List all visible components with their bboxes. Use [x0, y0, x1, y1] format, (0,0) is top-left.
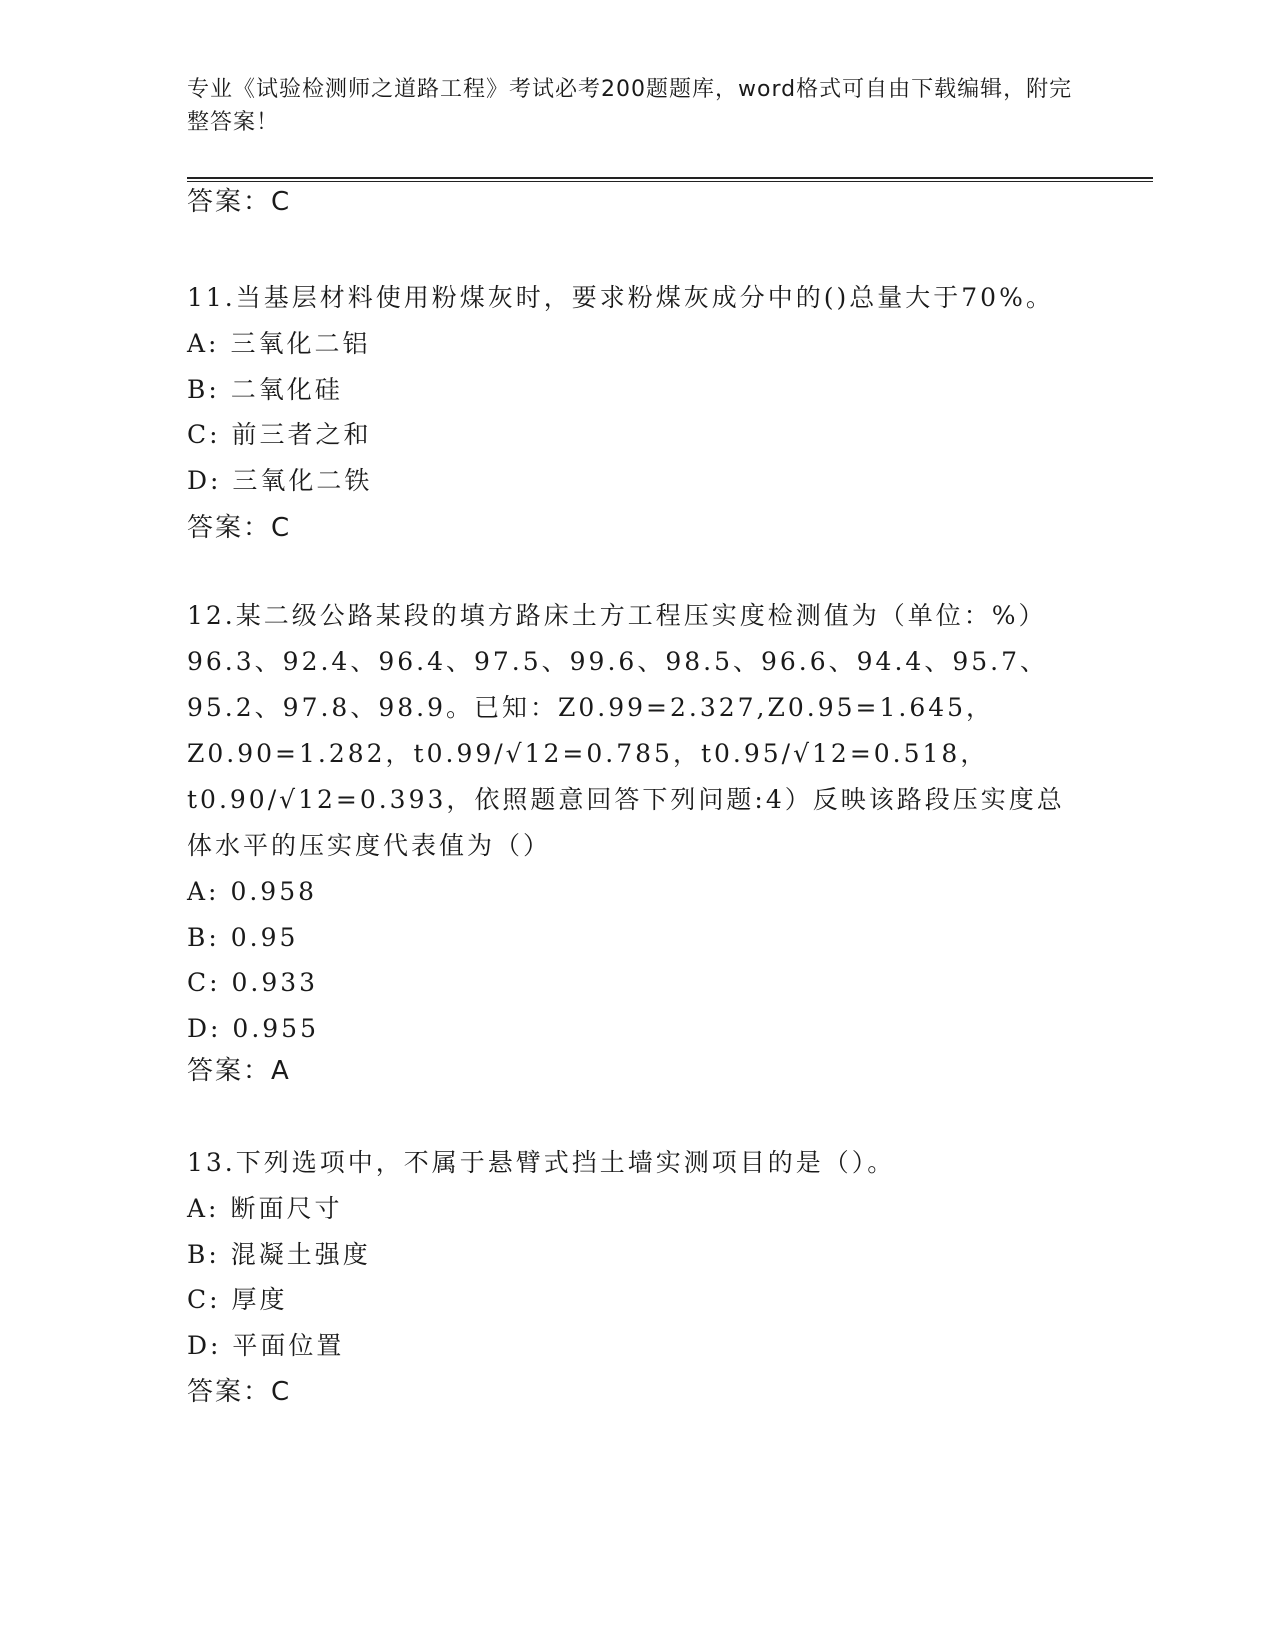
option-a [187, 321, 1067, 367]
question-12 [187, 593, 1067, 1051]
option-b [187, 915, 1067, 961]
question-number: 13. [187, 1148, 236, 1177]
option-text: 三氧化二铁 [232, 465, 373, 495]
option-key: C: [187, 1285, 221, 1314]
document-header [187, 73, 1077, 139]
option-text: 0.955 [232, 1013, 319, 1043]
answer-value: C [271, 187, 292, 217]
answer-value: A [271, 1056, 291, 1086]
option-a [187, 1186, 1067, 1232]
option-text: 0.95 [230, 922, 299, 952]
option-d [187, 458, 1067, 504]
option-b [187, 1232, 1067, 1278]
question-text: 某二级公路某段的填方路床土方工程压实度检测值为（单位：%）96.3、92.4、96.4、97.5、99.6、98.5、96.6、94.4、95.7、95.2、97.8、98.9。已知：Z0.99=2.327,Z0.95=1.645，Z0.90=1.282，t0.99/√12=0.785，t0.95/√12=0.518，t0.90/√12=0.393，依照题意回答下列问题:4）反映该路段压实度总体水平的压实度代表值为（） [187, 601, 1065, 860]
answer-value: C [271, 1377, 292, 1407]
question-text: 当基层材料使用粉煤灰时，要求粉煤灰成分中的()总量大于70%。 [235, 283, 1054, 312]
option-key: C: [187, 420, 221, 449]
question-text: 下列选项中，不属于悬臂式挡土墙实测项目的是（）。 [235, 1148, 896, 1177]
option-a [187, 869, 1067, 915]
option-key: A: [187, 877, 220, 906]
question-13 [187, 1140, 1067, 1368]
question-number: 11. [187, 283, 236, 312]
option-key: D: [187, 465, 222, 495]
option-d [187, 1323, 1067, 1369]
question-stem [187, 275, 1067, 321]
answer-label: 答案： [187, 187, 272, 217]
option-c [187, 960, 1067, 1006]
question-number: 12. [187, 601, 236, 630]
option-text: 0.958 [230, 877, 318, 906]
option-text: 断面尺寸 [230, 1194, 343, 1223]
option-key: D: [187, 1330, 222, 1360]
answer-label: 答案： [187, 513, 272, 543]
option-key: A: [187, 329, 220, 358]
question-stem [187, 1140, 1067, 1186]
option-text: 0.933 [231, 968, 319, 997]
option-text: 厚度 [231, 1285, 288, 1314]
option-text: 二氧化硅 [230, 374, 343, 404]
answer-label: 答案： [187, 1056, 272, 1086]
option-key: B: [187, 922, 220, 952]
answer-line-12 [187, 1054, 291, 1088]
option-text: 三氧化二铝 [230, 329, 371, 358]
option-text: 前三者之和 [231, 420, 372, 449]
option-key: B: [187, 1239, 220, 1269]
option-key: C: [187, 968, 221, 997]
header-divider [187, 177, 1153, 182]
option-text: 平面位置 [232, 1330, 345, 1360]
document-title: 专业《试验检测师之道路工程》考试必考200题题库，word格式可自由下载编辑，附完整答案！ [187, 77, 1073, 135]
answer-line-13 [187, 1375, 291, 1409]
answer-line-prev [187, 185, 291, 219]
question-stem [187, 593, 1067, 869]
answer-value: C [271, 513, 292, 543]
option-key: D: [187, 1013, 222, 1043]
option-b [187, 367, 1067, 413]
option-c [187, 1277, 1067, 1323]
option-d [187, 1006, 1067, 1052]
answer-line-11 [187, 511, 291, 545]
option-c [187, 412, 1067, 458]
option-key: A: [187, 1194, 220, 1223]
question-11 [187, 275, 1067, 503]
option-text: 混凝土强度 [230, 1239, 371, 1269]
answer-label: 答案： [187, 1377, 272, 1407]
option-key: B: [187, 374, 220, 404]
